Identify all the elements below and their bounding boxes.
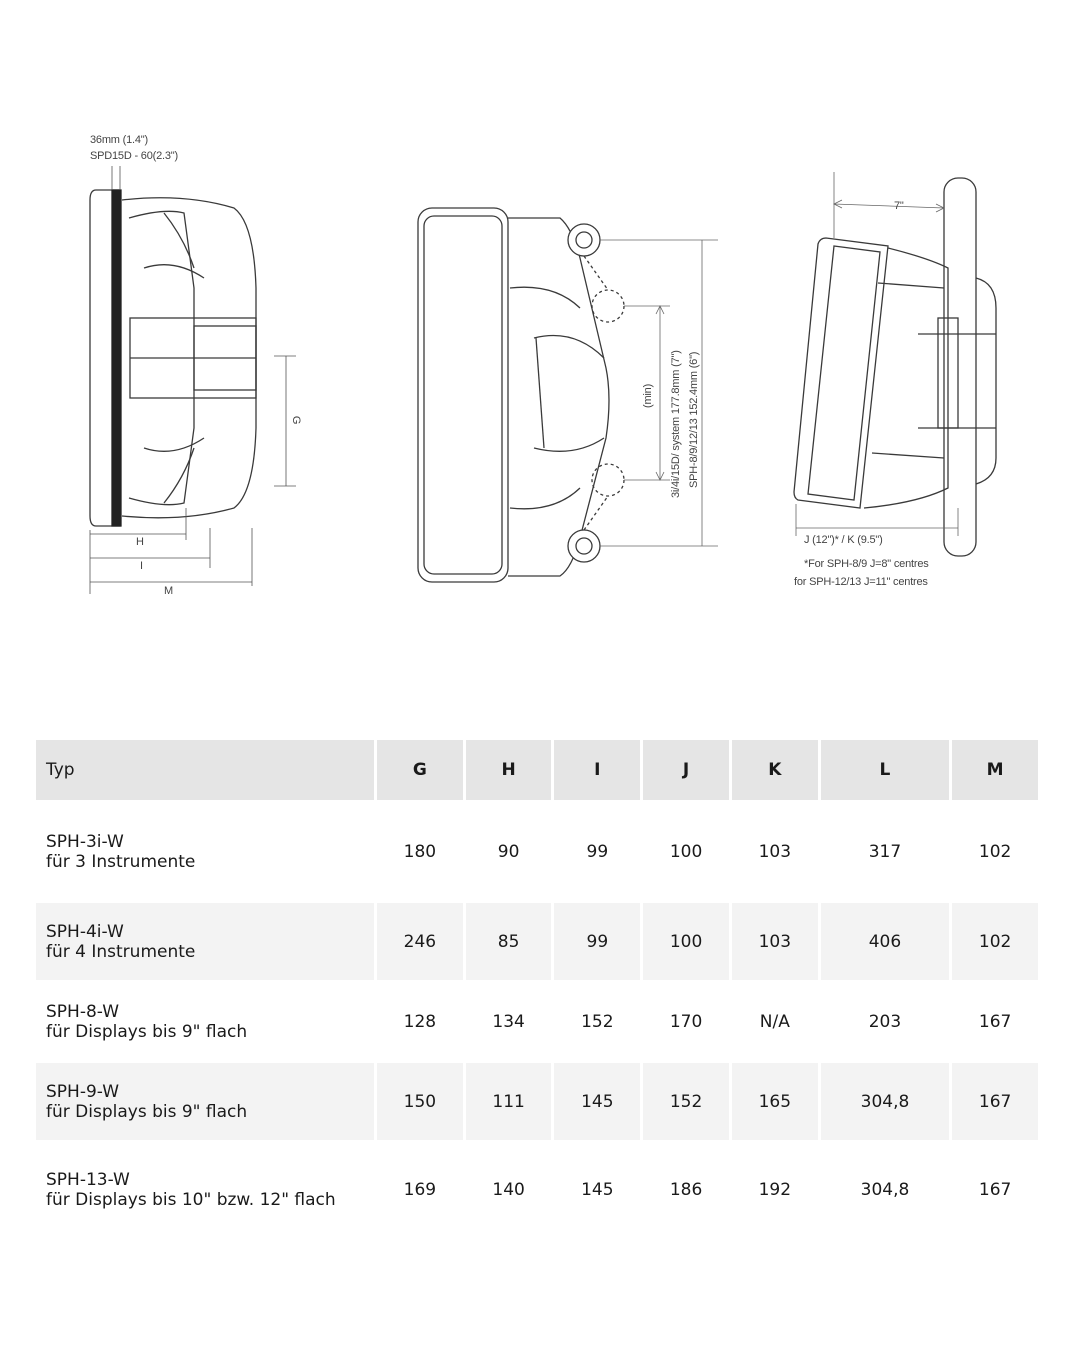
value-cell: 134 [492,1011,525,1032]
header-h: H [466,740,552,800]
value-cell: 167 [978,1011,1012,1032]
model-name: SPH-3i-W [46,831,124,852]
mount-view-drawing [768,108,1024,623]
type-cell [36,980,374,1063]
dim-h-label: H [136,536,144,548]
model-desc: für Displays bis 9" flach [46,1021,248,1042]
header-typ: Typ [36,740,374,800]
header-m: M [952,740,1038,800]
table-row [36,980,1038,1063]
type-cell [36,1063,374,1140]
value-cell: 85 [466,903,552,980]
systems-label: 3i/4i/15D/ system 177.8mm (7") [670,350,682,498]
header-k: K [732,740,818,800]
type-cell [36,1140,374,1240]
type-cell [36,903,374,980]
value-cell: 145 [581,1180,614,1200]
value-cell: 170 [669,1011,703,1032]
sph-label: SPH-8/9/12/13 152.4mm (6") [688,351,700,488]
value-cell: 304,8 [821,1063,950,1140]
value-cell: 99 [586,841,609,862]
depth-label: 36mm (1.4") [90,134,148,146]
value-cell: 152 [581,1011,614,1032]
value-cell: 180 [403,841,437,862]
side-view-drawing [34,108,330,623]
value-cell: 150 [377,1063,463,1140]
value-cell: 128 [403,1011,437,1032]
table-row [36,1140,1038,1240]
value-cell: 317 [868,841,902,862]
value-cell: 203 [868,1011,902,1032]
model-name: SPH-13-W [46,1170,130,1190]
model-name: SPH-9-W [46,1081,120,1102]
offset-label: 7" [894,200,904,212]
value-cell: 111 [466,1063,552,1140]
value-cell: 304,8 [860,1180,910,1200]
model-name: SPH-4i-W [46,921,124,942]
value-cell: 152 [643,1063,729,1140]
jk-label: J (12")* / K (9.5") [804,534,883,546]
value-cell: 103 [758,841,792,862]
dim-g-label: G [290,415,303,425]
model-desc: für Displays bis 9" flach [46,1101,248,1122]
value-cell: 100 [643,903,729,980]
dim-i-label: I [140,560,143,572]
min-label: (min) [642,383,654,408]
value-cell: 406 [821,903,950,980]
model-desc: für 3 Instrumente [46,851,196,872]
value-cell: 145 [554,1063,640,1140]
value-cell: N/A [759,1011,790,1032]
value-cell: 102 [978,841,1012,862]
technical-drawings [0,0,1080,650]
table-row [36,903,1038,980]
mount-note-line2: for SPH-12/13 J=11" centres [794,576,928,588]
header-l: L [821,740,950,800]
model-name: SPH-8-W [46,1001,120,1022]
table-row [36,800,1038,903]
value-cell: 167 [952,1063,1038,1140]
table-row [36,1063,1038,1140]
value-cell: 186 [669,1180,703,1200]
header-j: J [643,740,729,800]
value-cell: 103 [732,903,818,980]
value-cell: 99 [554,903,640,980]
value-cell: 100 [669,841,703,862]
model-desc: für Displays bis 10" bzw. 12" flach [46,1190,336,1210]
dim-m-label: M [164,585,173,597]
value-cell: 167 [978,1180,1012,1200]
rear-view-drawing [384,108,720,623]
value-cell: 140 [492,1180,525,1200]
value-cell: 192 [758,1180,792,1200]
value-cell: 165 [732,1063,818,1140]
value-cell: 102 [952,903,1038,980]
depth-label-alt: SPD15D - 60(2.3") [90,150,178,162]
table-header-row [36,740,1038,800]
type-cell [36,800,374,903]
value-cell: 90 [497,841,520,862]
header-g: G [377,740,463,800]
header-i: I [554,740,640,800]
mount-note-line1: *For SPH-8/9 J=8" centres [804,558,929,570]
model-desc: für 4 Instrumente [46,941,196,962]
value-cell: 246 [377,903,463,980]
side-view-svg [34,108,330,623]
dimensions-table [33,740,1041,1240]
value-cell: 169 [403,1180,437,1200]
